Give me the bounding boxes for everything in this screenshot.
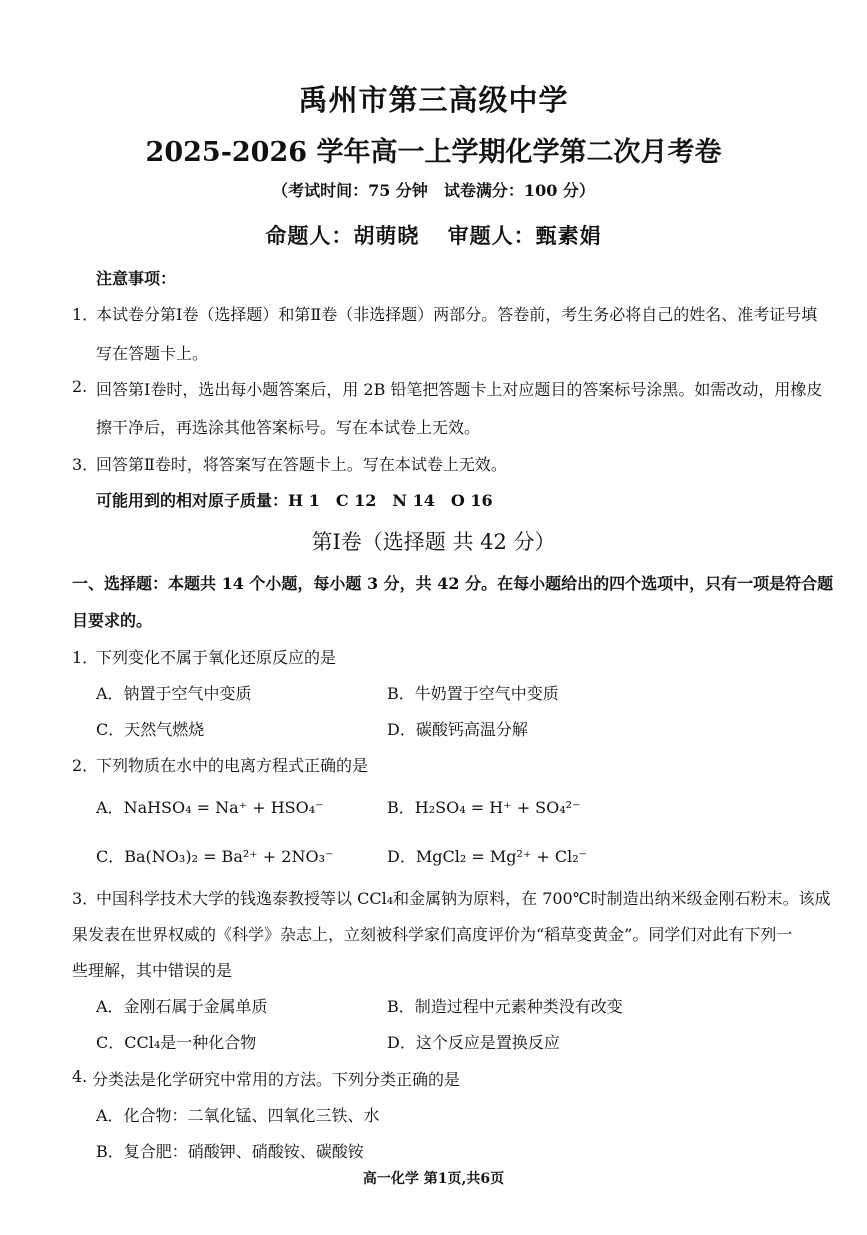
note-2-line1: 回答第Ⅰ卷时，选出每小题答案后，用 2B 铅笔把答题卡上对应题目的答案标号涂黑。如需改动，用橡皮 — [96, 380, 823, 399]
q2-a-equation: NaHSO₄ = Na⁺ + HSO₄⁻ — [123, 798, 324, 817]
q4-stem: 分类法是化学研究中常用的方法。下列分类正确的是 — [92, 1070, 461, 1089]
exam-info: （考试时间：75 分钟 试卷满分：100 分） — [272, 181, 595, 200]
section-intro-line2: 目要求的。 — [72, 611, 153, 630]
note-2-num: 2. — [72, 377, 88, 396]
q2-a-label: A． — [96, 798, 124, 817]
q1-option-c: C．天然气燃烧 — [96, 720, 205, 739]
q1-stem: 下列变化不属于氧化还原反应的是 — [96, 648, 337, 667]
q2-c-label: C． — [96, 847, 125, 866]
note-2-line2: 擦干净后，再选涂其他答案标号。写在本试卷上无效。 — [96, 418, 481, 437]
note-3-line1: 回答第Ⅱ卷时，将答案写在答题卡上。写在本试卷上无效。 — [96, 455, 507, 474]
q3-option-a: A．金刚石属于金属单质 — [96, 997, 268, 1016]
reviewer: 审题人：甄素娟 — [447, 223, 602, 248]
q3-option-d: D．这个反应是置换反应 — [387, 1033, 560, 1052]
section-intro-line1: 一、选择题：本题共 14 个小题，每小题 3 分，共 42 分。在每小题给出的四个选项中，只有一项是符合题 — [72, 574, 834, 593]
q1-option-d: D．碳酸钙高温分解 — [387, 720, 528, 739]
q3-line3: 些理解，其中错误的是 — [72, 961, 233, 980]
setter: 命题人：胡萌晓 — [265, 223, 420, 248]
exam-title: 2025-2026 学年高一上学期化学第二次月考卷 — [145, 137, 722, 168]
q3-num: 3． — [72, 889, 99, 908]
q2-option-d — [387, 844, 587, 867]
note-1-line1: 本试卷分第Ⅰ卷（选择题）和第Ⅱ卷（非选择题）两部分。答卷前，考生务必将自己的姓名、准考证号填 — [96, 305, 818, 324]
page-footer: 高一化学 第1页,共6页 — [362, 1171, 505, 1187]
q2-b-label: B． — [387, 798, 415, 817]
notes-heading: 注意事项： — [96, 269, 177, 288]
q2-stem: 下列物质在水中的电离方程式正确的是 — [96, 756, 369, 775]
note-1-line2: 写在答题卡上。 — [96, 344, 209, 363]
q3-line2: 果发表在世界权威的《科学》杂志上，立刻被科学家们高度评价为“稻草变黄金”。同学们对此有下列一 — [72, 925, 793, 944]
note-1-num: 1． — [72, 305, 99, 324]
note-3-num: 3． — [72, 455, 99, 474]
q4-num: 4. — [72, 1067, 88, 1086]
q2-option-b — [387, 795, 581, 818]
q4-option-b: B．复合肥：硝酸钾、硝酸铵、碳酸铵 — [96, 1142, 364, 1161]
q3-option-c: C．CCl₄是一种化合物 — [96, 1033, 257, 1052]
q2-option-a — [96, 795, 324, 818]
q3-option-b: B．制造过程中元素种类没有改变 — [387, 997, 623, 1016]
q2-d-label: D． — [387, 847, 416, 866]
authors — [0, 220, 867, 250]
q3-line1: 中国科学技术大学的钱逸泰教授等以 CCl₄和金属钠为原料，在 700℃时制造出纳米级金刚石粉末。该成 — [96, 889, 831, 908]
q2-option-c — [96, 844, 333, 867]
section-title: 第Ⅰ卷（选择题 共 42 分） — [311, 530, 556, 554]
q1-option-b: B．牛奶置于空气中变质 — [387, 684, 559, 703]
q1-option-a: A．钠置于空气中变质 — [96, 684, 252, 703]
q2-c-equation: Ba(NO₃)₂ = Ba²⁺ + 2NO₃⁻ — [124, 847, 334, 866]
q1-num: 1． — [72, 648, 99, 667]
school-name: 禹州市第三高级中学 — [298, 83, 569, 117]
atomic-mass: 可能用到的相对原子质量：H 1 C 12 N 14 O 16 — [96, 491, 493, 510]
q2-b-equation: H₂SO₄ = H⁺ + SO₄²⁻ — [414, 798, 581, 817]
q4-option-a: A．化合物：二氧化锰、四氧化三铁、水 — [96, 1106, 380, 1125]
q2-d-equation: MgCl₂ = Mg²⁺ + Cl₂⁻ — [415, 847, 588, 866]
q2-num: 2． — [72, 756, 99, 775]
